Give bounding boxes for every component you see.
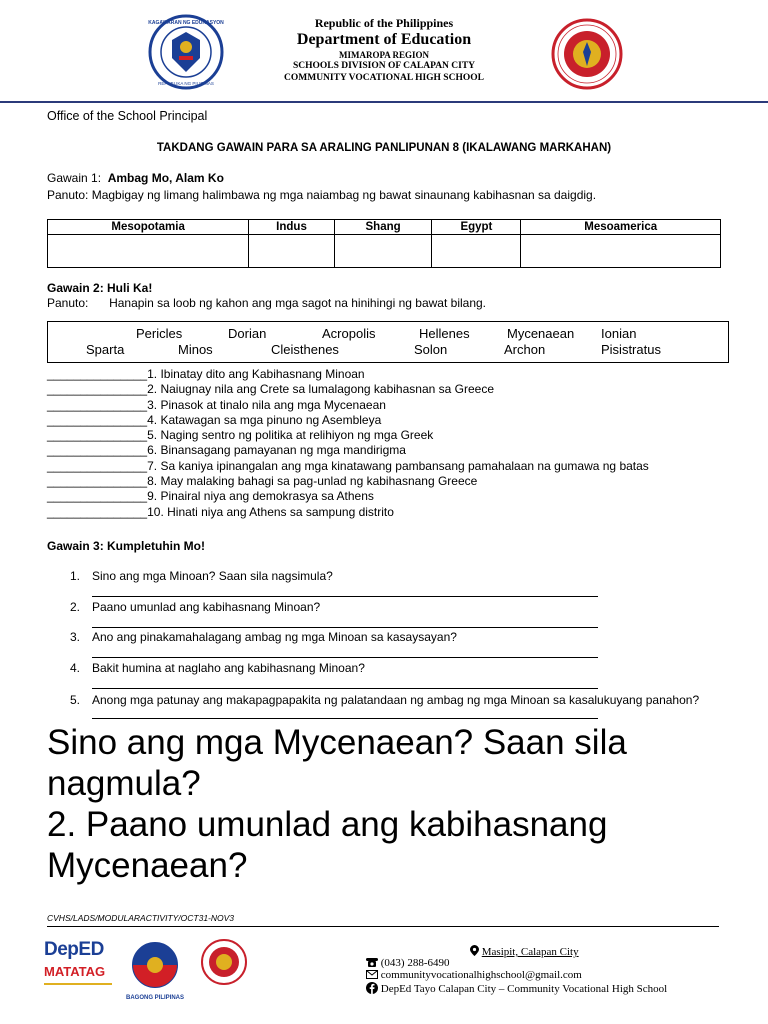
table-row [48, 235, 721, 268]
word-bank-item: Sparta [86, 342, 125, 357]
list-item: _______________1. Ibinatay dito ang Kabihasnang Minoan [47, 367, 365, 381]
school-footer-seal-icon [200, 938, 248, 986]
page-title: TAKDANG GAWAIN PARA SA ARALING PANLIPUNAN 8 (IKALAWANG MARKAHAN) [156, 142, 612, 154]
list-item: _______________9. Pinairal niya ang demokrasya sa Athens [47, 489, 374, 504]
header-republic: Republic of the Philippines [314, 16, 454, 30]
large-text-line: Mycenaean? [47, 846, 248, 885]
header-region: MIMAROPA REGION [338, 50, 430, 60]
header-division: SCHOOLS DIVISION OF CALAPAN CITY [292, 61, 476, 71]
matatag-logo-text: MATATAG [44, 964, 106, 979]
gawain1-name: Ambag Mo, Alam Ko [107, 171, 224, 185]
word-bank-item: Hellenes [419, 326, 470, 341]
column-header: Indus [249, 220, 335, 235]
large-text-line: Sino ang mga Mycenaean? Saan sila [47, 723, 627, 762]
word-bank-item: Solon [414, 342, 448, 357]
question-number: 4. [70, 661, 81, 675]
footer-email [366, 969, 582, 981]
list-item: _______________7. Sa kaniya ipinangalan ang mga kinatawang pambansang pamahalaan na gumawa ng batas [47, 458, 649, 473]
gawain3-heading: Gawain 3: Kumpletuhin Mo! [47, 539, 205, 553]
answer-line[interactable] [92, 657, 598, 658]
footer-address [470, 945, 579, 958]
phone-text: (043) 288-6490 [380, 957, 450, 969]
svg-text:KAGAWARAN NG EDUKASYON: KAGAWARAN NG EDUKASYON [148, 20, 224, 26]
gawain2-panuto-label: Panuto: [47, 296, 89, 310]
column-header: Mesopotamia [48, 220, 249, 235]
table-header-row [48, 220, 721, 235]
gawain1-label: Gawain 1: [47, 171, 102, 185]
question-number: 5. [70, 693, 81, 707]
question-number: 3. [70, 630, 81, 644]
answer-cell[interactable] [48, 235, 249, 268]
list-item: _______________2. Naiugnay nila ang Crete sa lumalagong kabihasnan sa Greece [47, 382, 494, 397]
word-bank-item: Pericles [136, 326, 183, 341]
answer-line[interactable] [92, 688, 598, 689]
question-text: Paano umunlad ang kabihasnang Minoan? [92, 600, 321, 614]
list-item: _______________4. Katawagan sa mga pinuno ng Asembleya [47, 412, 382, 427]
word-bank-item: Cleisthenes [271, 342, 339, 357]
list-item: _______________10. Hinati niya ang Athens sa sampung distrito [47, 504, 394, 519]
word-bank-item: Ionian [601, 326, 637, 341]
bagong-pilipinas-text: BAGONG PILIPINAS [126, 995, 185, 1001]
gawain1-heading [47, 171, 224, 185]
footer-facebook [366, 982, 667, 995]
list-item: _______________6. Binansagang pamayanan ng mga mandirigma [47, 443, 406, 458]
list-item: _______________5. Naging sentro ng politika at relihiyon ng mga Greek [47, 428, 434, 443]
answer-line[interactable] [92, 627, 598, 628]
word-bank-item: Archon [504, 342, 546, 357]
large-text-line: 2. Paano umunlad ang kabihasnang [47, 805, 608, 844]
document-code: CVHS/LADS/MODULARACTIVITY/OCT31-NOV3 [47, 913, 235, 923]
answer-line[interactable] [92, 718, 598, 719]
word-bank-item: Minos [178, 342, 213, 357]
question-text: Anong mga patunay ang makapagpapakita ng palatandaan ng ambag ng mga Minoan sa kasalukuyang panahon? [92, 693, 700, 707]
mail-icon [366, 970, 378, 979]
footer-phone [366, 957, 450, 969]
question-number: 2. [70, 600, 81, 614]
svg-text:REPUBLIKA NG PILIPINAS: REPUBLIKA NG PILIPINAS [158, 81, 214, 86]
deped-matatag-logo [44, 940, 116, 992]
answer-cell[interactable] [521, 235, 721, 268]
office-label: Office of the School Principal [47, 109, 208, 123]
gawain2-panuto [47, 296, 486, 310]
gawain2-heading: Gawain 2: Huli Ka! [47, 281, 153, 295]
word-bank-box [47, 321, 729, 363]
facebook-icon [366, 982, 378, 994]
header-department: Department of Education [296, 31, 472, 48]
gawain1-panuto: Panuto: Magbigay ng limang halimbawa ng mga naiambag ng bawat sinaunang kabihasnan sa daigdig. [47, 188, 597, 202]
question-text: Sino ang mga Minoan? Saan sila nagsimula? [92, 569, 333, 583]
location-pin-icon [470, 945, 479, 956]
word-bank-item: Acropolis [322, 326, 376, 341]
email-text: communityvocationalhighschool@gmail.com [380, 969, 582, 981]
column-header: Shang [334, 220, 432, 235]
word-bank-item: Pisistratus [601, 342, 661, 357]
answer-line[interactable] [92, 596, 598, 597]
footer-rule [47, 926, 719, 927]
gawain2-items [47, 367, 649, 520]
column-header: Egypt [432, 220, 521, 235]
word-bank-item: Dorian [228, 326, 267, 341]
address-text: Masipit, Calapan City [481, 946, 579, 958]
header-school: COMMUNITY VOCATIONAL HIGH SCHOOL [284, 73, 484, 83]
large-questions-text [47, 722, 747, 886]
answer-cell[interactable] [249, 235, 335, 268]
list-item: _______________8. May malaking bahagi sa pag-unlad ng kabihasnang Greece [47, 474, 478, 489]
question-text: Ano ang pinakamahalagang ambag ng mga Minoan sa kasaysayan? [92, 630, 457, 644]
gawain1-table [47, 219, 721, 268]
word-bank-item: Mycenaean [507, 326, 575, 341]
answer-cell[interactable] [334, 235, 432, 268]
school-seal-icon [551, 18, 623, 90]
phone-icon [366, 957, 378, 967]
question-number: 1. [70, 569, 81, 583]
header-rule [0, 101, 768, 103]
gawain2-panuto-text: Hanapin sa loob ng kahon ang mga sagot na hinihingi ng bawat bilang. [109, 296, 487, 310]
bagong-pilipinas-logo [126, 940, 184, 1002]
question-text: Bakit humina at naglaho ang kabihasnang Minoan? [92, 661, 365, 675]
large-text-line: nagmula? [47, 764, 201, 803]
deped-logo-text: DepED [44, 939, 104, 960]
facebook-text: DepEd Tayo Calapan City – Community Vocational High School [380, 983, 668, 995]
answer-cell[interactable] [432, 235, 521, 268]
column-header: Mesoamerica [521, 220, 721, 235]
bagong-pilipinas-icon [126, 940, 184, 990]
list-item: _______________3. Pinasok at tinalo nila ang mga Mycenaean [47, 397, 386, 412]
